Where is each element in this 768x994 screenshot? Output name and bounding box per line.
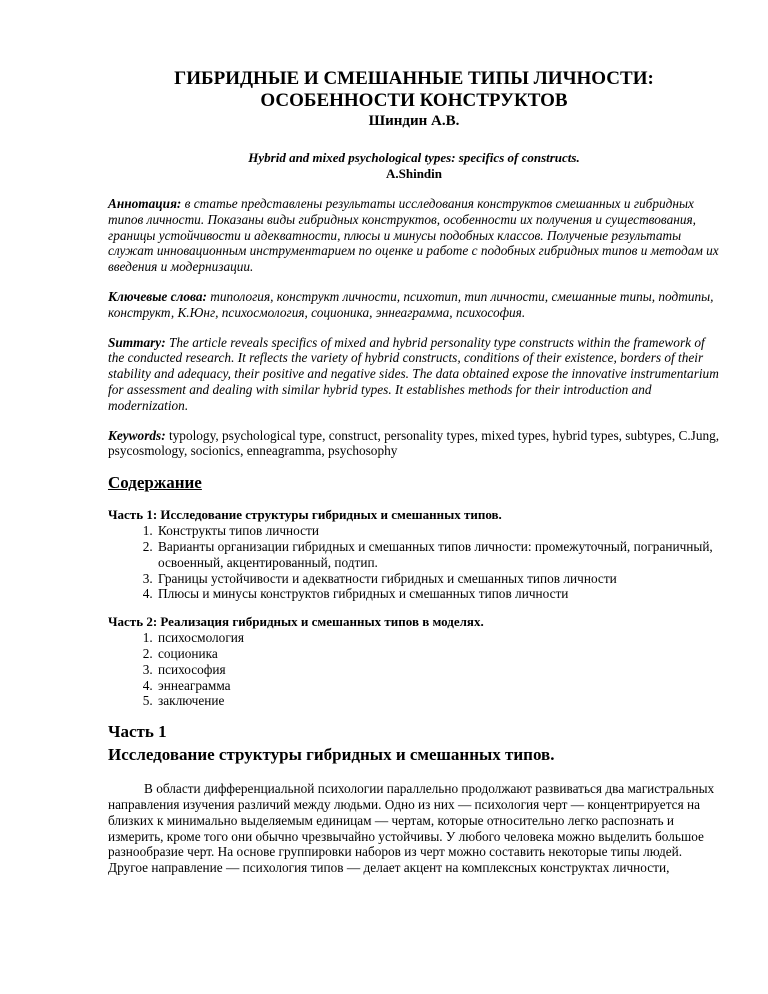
abstract-label: Аннотация: [108,196,182,211]
part1-subheading: Исследование структуры гибридных и смешанных типов. [108,745,555,765]
list-item: 1. психосмология [156,630,720,646]
summary-text: The article reveals specifics of mixed and hybrid personality type constructs within the framework of the conducted research. It reflects the variety of hybrid constructs, conditions of their existence, borders of their stability and adequacy, their positive and negative sides. The data obtained expose the innovative instrumentarium for assessment and dealing with similar hybrid types. It establishes methods for their introduction and modernization. [108,334,719,413]
keywords-en-label: Keywords: [108,427,166,443]
abstract-text: в статье представлены результаты исследования конструктов смешанных и гибридных типов личности. Показаны виды гибридных конструктов, особенности их получения и существования, границы устойчивости и адекватности, плюсы и минусы подобных классов. Полученые результаты служат инновационным инструментарием по оценке и работе с подобных гибридных типов и методам их введения и модернизации. [108,196,719,275]
document-page [108,68,720,876]
part1-heading: Часть 1 [108,722,167,742]
keywords-ru [108,289,720,321]
title-line-1: ГИБРИДНЫЕ И СМЕШАННЫЕ ТИПЫ ЛИЧНОСТИ: [174,68,654,89]
list-item: 1. Конструкты типов личности [156,523,720,539]
toc-part2-heading: Часть 2: Реализация гибридных и смешанных типов в моделях. [108,614,484,630]
abstract [108,196,720,275]
summary-label: Summary: [108,334,166,350]
english-author: A.Shindin [385,166,442,181]
title-line-2: ОСОБЕННОСТИ КОНСТРУКТОВ [260,90,568,111]
body-paragraph: В области дифференциальной психологии параллельно продолжают развиваться два магистральных направления изучения различий между людьми. Одно из них — психология черт — концентрируется на близких к минимально выделяемым единицам — чертам, которые относительно легко распознать и измерить, кроме того они обычно чрезвычайно устойчивы. У любого человека можно выделить большое разнообразие черт. На основе группировки наборов из черт можно составить некоторые типы людей. Другое направление — психология типов — делает акцент на комплексных конструктах личности, [108,781,715,876]
toc-part2-list [108,630,720,709]
keywords-en-text: typology, psychological type, construct, personality types, mixed types, hybrid types, subtypes, C.Jung, psycosmology, socionics, enneagramma, psychosophy [108,427,720,459]
list-item: 4. Плюсы и минусы конструктов гибридных и смешанных типов личности [156,586,720,602]
toc-heading: Содержание [108,473,202,493]
list-item: 3. психософия [156,662,720,678]
list-item: 3. Границы устойчивости и адекватности гибридных и смешанных типов личности [156,571,720,587]
english-title: Hybrid and mixed psychological types: specifics of constructs. [248,150,580,165]
keywords-ru-text: типология, конструкт личности, психотип, тип личности, смешанные типы, подтипы, конструкт, К.Юнг, психосмология, соционика, эннеаграмма, психософия. [108,288,714,320]
keywords-ru-label: Ключевые слова: [108,288,207,304]
toc-part1-heading: Часть 1: Исследование структуры гибридных и смешанных типов. [108,507,502,523]
keywords-en [108,428,720,460]
list-item: 4. эннеаграмма [156,678,720,694]
toc-part1-list [108,523,720,602]
author: Шиндин А.В. [368,113,460,129]
summary [108,335,720,414]
list-item: 5. заключение [156,693,720,709]
list-item: 2. Варианты организации гибридных и смешанных типов личности: промежуточный, пограничный, освоенный, акцентированный, подтип. [156,539,720,571]
list-item: 2. соционика [156,646,720,662]
